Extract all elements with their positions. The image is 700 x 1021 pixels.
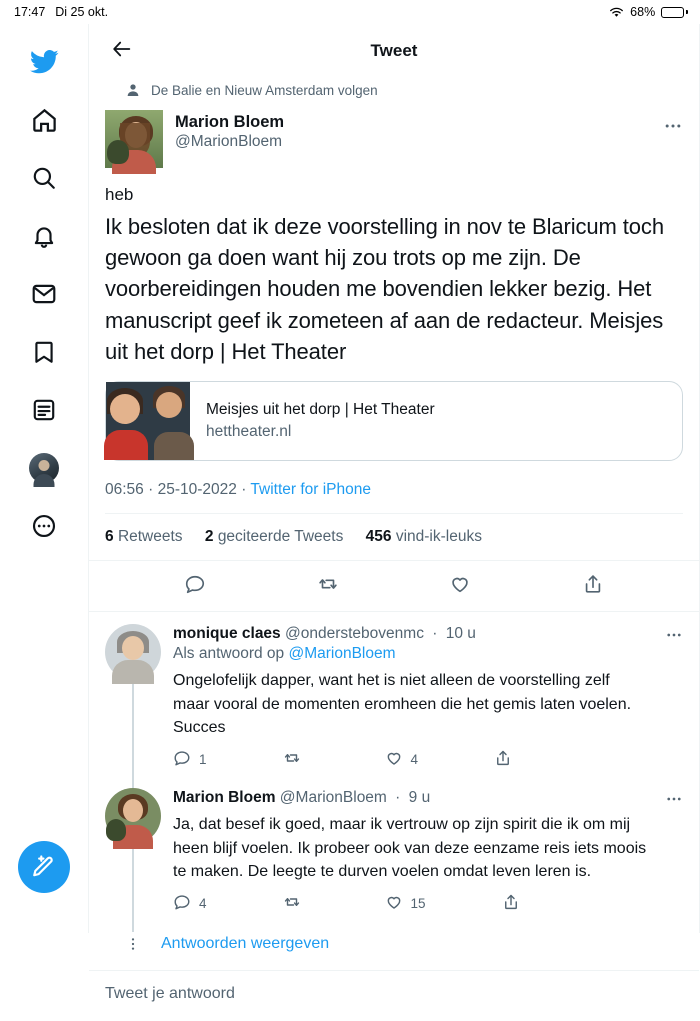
like-icon <box>449 573 471 600</box>
more-horizontal-icon <box>663 123 683 140</box>
reply-item <box>89 776 699 920</box>
reply-header: monique claes @onderstebovenmc · 10 u <box>173 625 476 643</box>
like-icon <box>385 749 403 770</box>
tweet-header <box>105 106 683 168</box>
follow-banner-text: De Balie en Nieuw Amsterdam volgen <box>151 82 378 98</box>
like-icon <box>385 893 403 914</box>
bell-icon <box>31 223 57 249</box>
reply-reply-button[interactable] <box>173 749 207 770</box>
page-title: Tweet <box>370 41 418 60</box>
nav-bookmarks[interactable] <box>18 326 70 378</box>
nav-explore[interactable] <box>18 152 70 204</box>
more-horizontal-icon <box>665 631 683 648</box>
reply-like-button[interactable] <box>385 893 426 914</box>
reply-author-name[interactable]: monique claes <box>173 625 281 643</box>
battery-icon <box>661 7 688 18</box>
retweet-icon <box>283 749 301 770</box>
wifi-icon <box>609 7 624 18</box>
reply-like-button[interactable] <box>385 749 419 770</box>
retweet-icon <box>317 573 339 600</box>
reply-item <box>89 612 699 776</box>
tweet-time: 06:56 <box>105 481 144 499</box>
reply-share-button[interactable] <box>502 893 528 914</box>
back-arrow-icon <box>111 38 133 65</box>
list-icon <box>31 397 57 423</box>
reply-time: 9 u <box>408 789 431 807</box>
reply-time: 10 u <box>445 625 476 643</box>
avatar[interactable] <box>105 788 161 844</box>
reply-action-bar <box>173 739 647 776</box>
nav-more[interactable] <box>18 500 70 552</box>
stat-quotes-label: geciteerde Tweets <box>217 528 344 546</box>
status-time: 17:47 <box>14 5 46 19</box>
tweet-reply-button[interactable] <box>173 569 217 603</box>
show-replies-row[interactable] <box>89 920 699 970</box>
tweet-retweet-button[interactable] <box>306 569 350 603</box>
more-horizontal-icon <box>665 795 683 812</box>
bookmark-icon <box>31 339 57 365</box>
stat-retweets[interactable] <box>105 528 183 545</box>
stat-likes-label: vind-ik-leuks <box>395 528 482 546</box>
reply-reply-count: 4 <box>199 895 207 911</box>
avatar[interactable] <box>105 110 163 168</box>
mail-icon <box>31 281 57 307</box>
reply-text: Ongelofelijk dapper, want het is niet alleen de voorstelling zelf maar vooral de momenten eromheen die het gemis laten voelen. Succes <box>173 672 632 736</box>
stat-likes-count: 456 <box>365 528 392 546</box>
card-domain: hettheater.nl <box>206 423 292 441</box>
tweet-more-button[interactable] <box>663 110 683 141</box>
reply-reply-count: 1 <box>199 752 207 768</box>
nav-notifications[interactable] <box>18 210 70 262</box>
reply-action-bar <box>173 883 647 920</box>
compose-tweet-button[interactable] <box>18 841 70 893</box>
tweet-share-button[interactable] <box>571 569 615 603</box>
tweet-meta: 06:56 · 25-10-2022 · Twitter for iPhone <box>105 481 371 499</box>
reply-like-count: 15 <box>410 895 426 911</box>
left-navigation <box>0 24 88 933</box>
status-bar <box>0 0 700 24</box>
tweet-pre-text: heb <box>105 185 134 204</box>
reply-more-button[interactable] <box>665 624 683 776</box>
reply-share-button[interactable] <box>494 749 520 770</box>
tweet-author-handle[interactable]: @MarionBloem <box>175 133 283 150</box>
reply-author-handle[interactable]: @MarionBloem <box>279 789 387 807</box>
card-title: Meisjes uit het dorp | Het Theater <box>206 401 435 419</box>
top-bar <box>89 24 699 78</box>
twitter-logo[interactable] <box>18 36 70 88</box>
tweet-action-bar <box>89 560 699 612</box>
stat-retweets-count: 6 <box>105 528 114 546</box>
nav-home[interactable] <box>18 94 70 146</box>
reply-like-count: 4 <box>410 752 419 768</box>
link-preview-card[interactable] <box>105 381 683 461</box>
tweet-date: 25-10-2022 <box>157 481 237 499</box>
back-button[interactable] <box>105 34 139 68</box>
show-replies-link[interactable]: Antwoorden weergeven <box>161 934 330 952</box>
reply-input[interactable] <box>105 985 683 1003</box>
nav-messages[interactable] <box>18 268 70 320</box>
tweet-stats <box>105 513 683 560</box>
reply-reply-button[interactable] <box>173 893 207 914</box>
reply-composer <box>89 970 699 1021</box>
reply-retweet-button[interactable] <box>283 893 309 914</box>
reply-text: Ja, dat besef ik goed, maar ik vertrouw op zijn spirit die ik om mij heen blijf voelen. Ik probeer ook van deze eenzame reis iets moois te maken. De leegte te durven voelen omdat leven leren is. <box>173 816 647 880</box>
stat-likes[interactable] <box>366 528 482 545</box>
status-date: Di 25 okt. <box>55 5 109 19</box>
reply-to-handle[interactable]: @MarionBloem <box>288 645 396 663</box>
compose-tweet-icon <box>31 853 57 882</box>
share-icon <box>494 749 512 770</box>
tweet <box>89 106 699 612</box>
tweet-author-name[interactable]: Marion Bloem <box>175 113 285 131</box>
retweet-icon <box>283 893 301 914</box>
reply-more-button[interactable] <box>665 788 683 920</box>
main-column <box>88 24 700 952</box>
share-icon <box>582 573 604 600</box>
reply-author-name[interactable]: Marion Bloem <box>173 789 276 807</box>
tweet-text: Ik besloten dat ik deze voorstelling in nov te Blaricum toch gewoon ga doen want hij zou trots op me zijn. De voorbereidingen houden me bovendien lekker bezig. Het manuscript geef ik zometeen af aan de redacteur. Meisjes uit het dorp | Het Theater <box>105 213 664 364</box>
reply-icon <box>184 573 206 600</box>
tweet-like-button[interactable] <box>438 569 482 603</box>
share-icon <box>502 893 520 914</box>
reply-icon <box>173 749 191 770</box>
tweet-source[interactable]: Twitter for iPhone <box>250 481 371 499</box>
more-vertical-icon <box>105 934 161 954</box>
reply-header: Marion Bloem @MarionBloem · 9 u <box>173 789 431 807</box>
battery-percent-label: 68% <box>630 5 656 19</box>
nav-lists[interactable] <box>18 384 70 436</box>
reply-retweet-button[interactable] <box>283 749 309 770</box>
card-thumbnail <box>106 382 190 460</box>
more-circle-icon <box>31 513 57 539</box>
reply-author-handle[interactable]: @onderstebovenmc <box>285 625 424 643</box>
follow-banner[interactable] <box>89 78 699 106</box>
stat-retweets-label: Retweets <box>117 528 183 546</box>
profile-avatar-icon <box>29 453 59 483</box>
thread-line <box>132 684 134 788</box>
reply-to-prefix: Als antwoord op <box>173 645 285 663</box>
person-icon <box>125 82 141 98</box>
stat-quotes[interactable] <box>205 528 343 545</box>
stat-quotes-count: 2 <box>204 528 214 546</box>
search-icon <box>31 165 57 191</box>
nav-profile[interactable] <box>18 442 70 494</box>
reply-icon <box>173 893 191 914</box>
reply-to-line <box>173 643 647 663</box>
avatar[interactable] <box>105 624 161 680</box>
